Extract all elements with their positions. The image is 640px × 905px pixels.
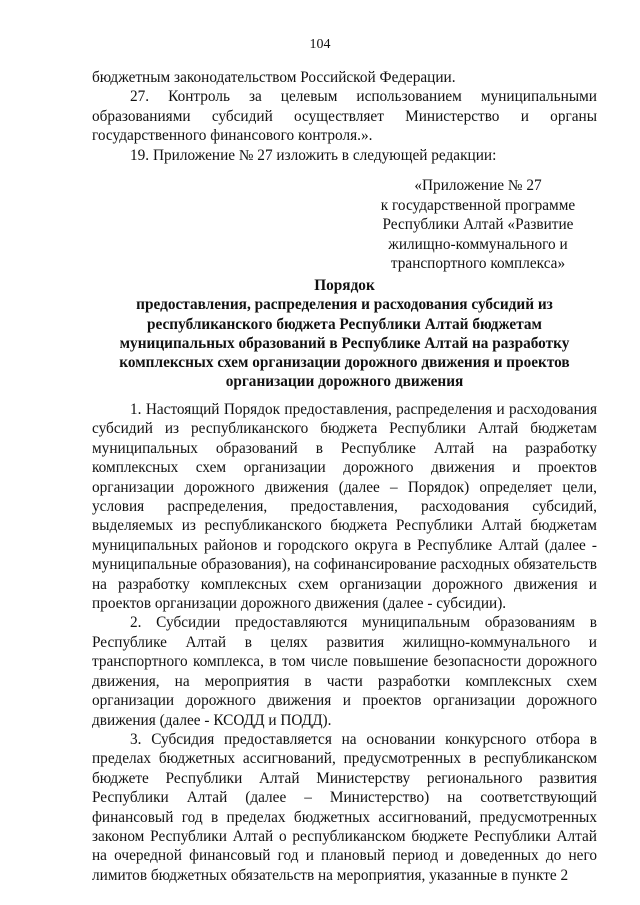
appendix-note-line: «Приложение № 27 (414, 177, 542, 194)
title-line: Порядок (314, 277, 375, 294)
title-line: организации дорожного движения (225, 373, 464, 391)
title-line: комплексных схем организации дорожного движения и проектов (119, 354, 570, 372)
paragraph-item-27: 27. Контроль за целевым использованием муниципальными образованиями субсидий осуществляет Министерство и органы государственного финансового контроля.». (92, 88, 597, 145)
appendix-note-line: жилищно-коммунального и (388, 235, 568, 253)
title-line: предоставления, распределения и расходования субсидий из (136, 296, 553, 314)
appendix-note (360, 176, 596, 274)
top-paragraphs (92, 68, 597, 165)
appendix-note-line: Республики Алтай «Развитие (382, 216, 574, 234)
paragraph-item-3: 3. Субсидия предоставляется на основании конкурсного отбора в пределах бюджетных ассигнований, предусмотренных в республиканском бюджете Республики Алтай Министерству регионального развития Республики Алтай (далее – Министерство) на соответствующий финансовый год в пределах бюджетных ассигнований, предусмотренных законом Республики Алтай о республиканском бюджете Республики Алтай на очередной финансовый год и плановый период и доведенных до него лимитов бюджетных обязательств на мероприятия, указанные в пункте 2 (92, 730, 597, 884)
title-line: муниципальных образований в Республике Алтай на разработку (119, 334, 570, 352)
main-paragraphs (92, 400, 597, 885)
paragraph-item-1: 1. Настоящий Порядок предоставления, распределения и расходования субсидий из республиканского бюджета Республики Алтай бюджетам муниципальных образований в Республике Алтай на разработку комплексных схем организации дорожного движения и проектов организации дорожного движения (далее – Порядок) определяет цели, условия распределения, предоставления, расходования субсидий, выделяемых из республиканского бюджета Республики Алтай бюджетам муниципальных районов и городского округа в Республике Алтай (далее - муниципальные образования), на софинансирование расходных обязательств на разработку комплексных схем организации дорожного движения и проектов организации дорожного движения (далее - субсидии). (92, 401, 597, 613)
paragraph-item-2: 2. Субсидии предоставляются муниципальным образованиям в Республике Алтай в целях развития жилищно-коммунального и транспортного комплекса, в том числе повышение безопасности дорожного движения, на мероприятия в части разработки комплексных схем организации дорожного движения и проектов организации дорожного движения (далее - КСОДД и ПОДД). (92, 614, 597, 729)
appendix-note-line: транспортного комплекса» (390, 255, 566, 273)
document-title (92, 276, 597, 392)
title-line: республиканского бюджета Республики Алтай бюджетам (147, 315, 542, 333)
paragraph-continuation: бюджетным законодательством Российской Федерации. (92, 69, 456, 86)
appendix-note-line: к государственной программе (380, 196, 576, 214)
paragraph-item-19: 19. Приложение № 27 изложить в следующей редакции: (130, 146, 497, 164)
page-number: 104 (309, 37, 331, 52)
